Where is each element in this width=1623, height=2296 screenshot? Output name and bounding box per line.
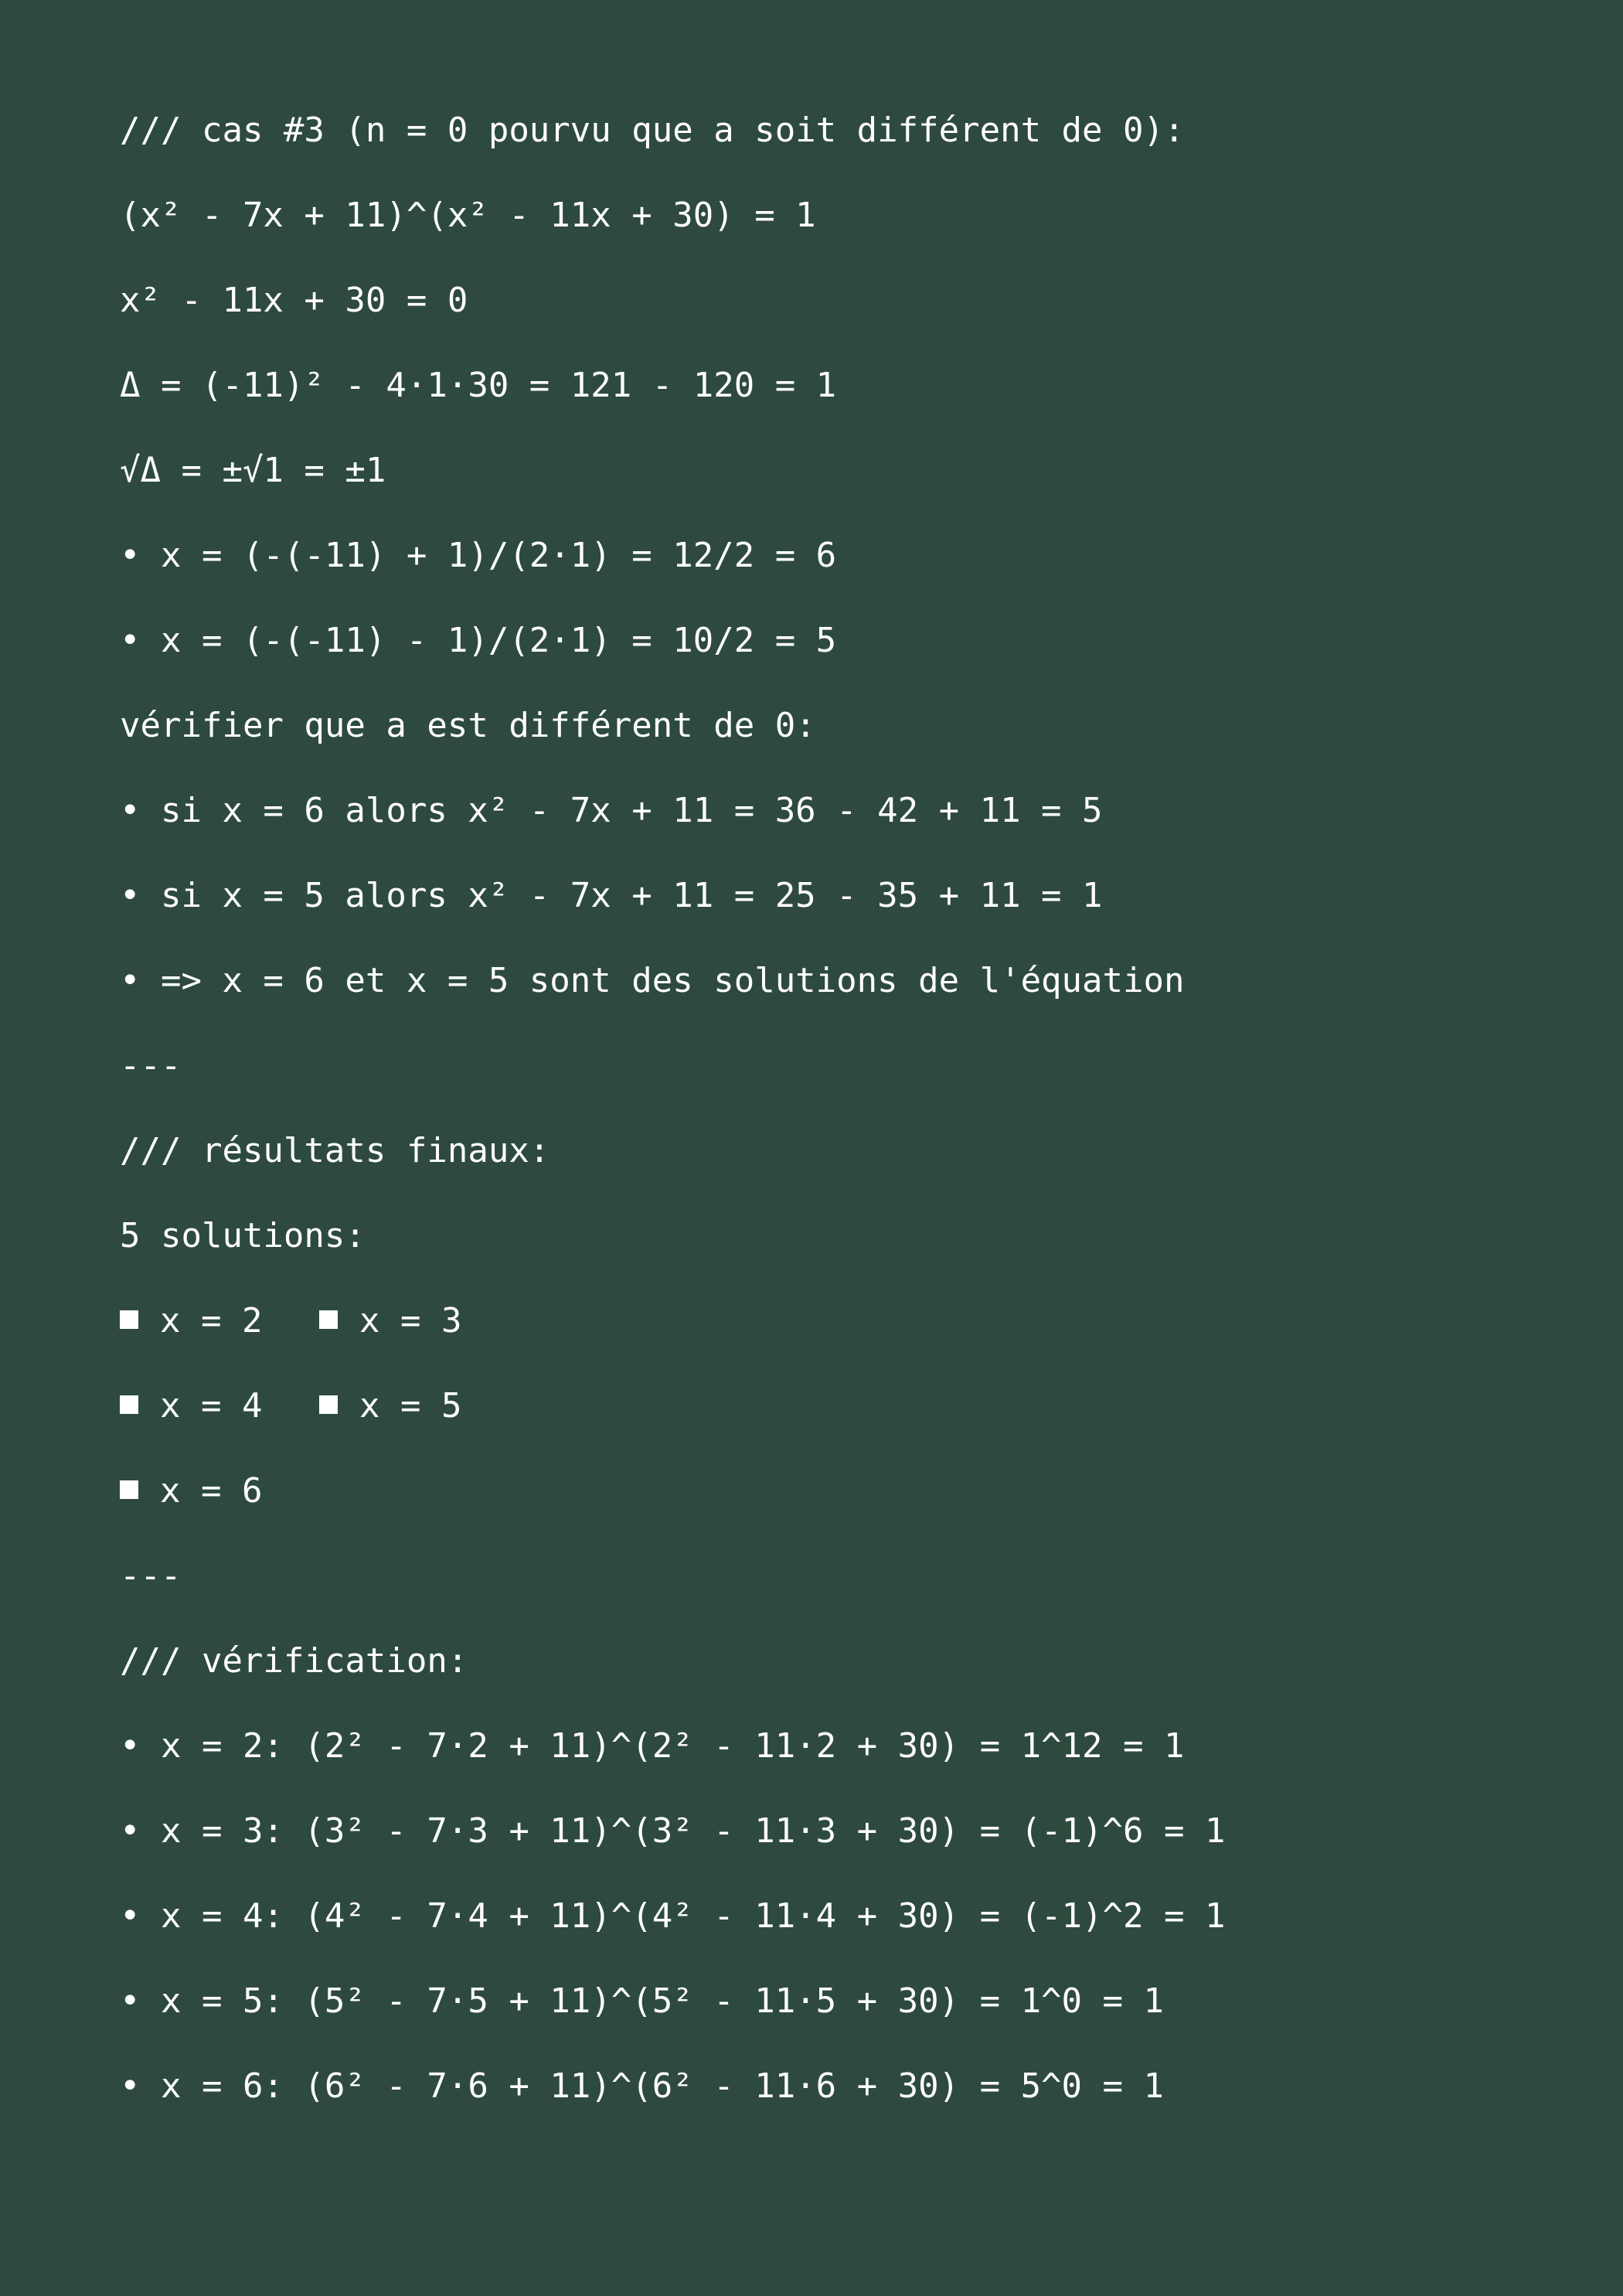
check-line: • si x = 6 alors x² - 7x + 11 = 36 - 42 + 11 = 5 bbox=[120, 791, 1103, 830]
verification-line: • x = 6: (6² - 7·6 + 11)^(6² - 11·6 + 30) = 5^0 = 1 bbox=[120, 2066, 1165, 2106]
conclusion-line: • => x = 6 et x = 5 sont des solutions de l'équation bbox=[120, 961, 1185, 1000]
solution-label: x = 6 bbox=[160, 1471, 263, 1511]
solution-item bbox=[120, 1296, 262, 1346]
square-bullet-icon bbox=[319, 1395, 338, 1414]
square-bullet-icon bbox=[120, 1480, 138, 1499]
solution-label: x = 4 bbox=[160, 1386, 263, 1426]
root-line: • x = (-(-11) - 1)/(2·1) = 10/2 = 5 bbox=[120, 621, 837, 660]
check-heading: vérifier que a est différent de 0: bbox=[120, 706, 816, 745]
case3-equation: (x² - 7x + 11)^(x² - 11x + 30) = 1 bbox=[120, 196, 816, 235]
sqrt-delta-line: √Δ = ±√1 = ±1 bbox=[120, 451, 386, 490]
quadratic-equation: x² - 11x + 30 = 0 bbox=[120, 281, 468, 320]
square-bullet-icon bbox=[120, 1310, 138, 1329]
verification-line: • x = 4: (4² - 7·4 + 11)^(4² - 11·4 + 30) = (-1)^2 = 1 bbox=[120, 1896, 1226, 1936]
separator: --- bbox=[120, 1046, 182, 1085]
solution-item bbox=[120, 1467, 262, 1516]
solution-label: x = 2 bbox=[160, 1301, 263, 1340]
results-heading: /// résultats finaux: bbox=[120, 1131, 550, 1170]
solution-label: x = 3 bbox=[359, 1301, 462, 1340]
delta-line: Δ = (-11)² - 4·1·30 = 121 - 120 = 1 bbox=[120, 366, 837, 405]
verification-line: • x = 5: (5² - 7·5 + 11)^(5² - 11·5 + 30) = 1^0 = 1 bbox=[120, 1981, 1165, 2021]
solution-label: x = 5 bbox=[359, 1386, 462, 1426]
solution-item bbox=[319, 1296, 461, 1346]
verification-line: • x = 2: (2² - 7·2 + 11)^(2² - 11·2 + 30) = 1^12 = 1 bbox=[120, 1726, 1185, 1766]
case3-heading: /// cas #3 (n = 0 pourvu que a soit différent de 0): bbox=[120, 111, 1185, 150]
square-bullet-icon bbox=[120, 1395, 138, 1414]
verification-heading: /// vérification: bbox=[120, 1641, 468, 1681]
square-bullet-icon bbox=[319, 1310, 338, 1329]
solutions-count: 5 solutions: bbox=[120, 1216, 366, 1255]
check-line: • si x = 5 alors x² - 7x + 11 = 25 - 35 + 11 = 1 bbox=[120, 876, 1103, 915]
separator: --- bbox=[120, 1556, 182, 1596]
solution-item bbox=[120, 1381, 262, 1431]
root-line: • x = (-(-11) + 1)/(2·1) = 12/2 = 6 bbox=[120, 536, 837, 575]
solution-item bbox=[319, 1381, 461, 1431]
verification-line: • x = 3: (3² - 7·3 + 11)^(3² - 11·3 + 30) = (-1)^6 = 1 bbox=[120, 1811, 1226, 1851]
